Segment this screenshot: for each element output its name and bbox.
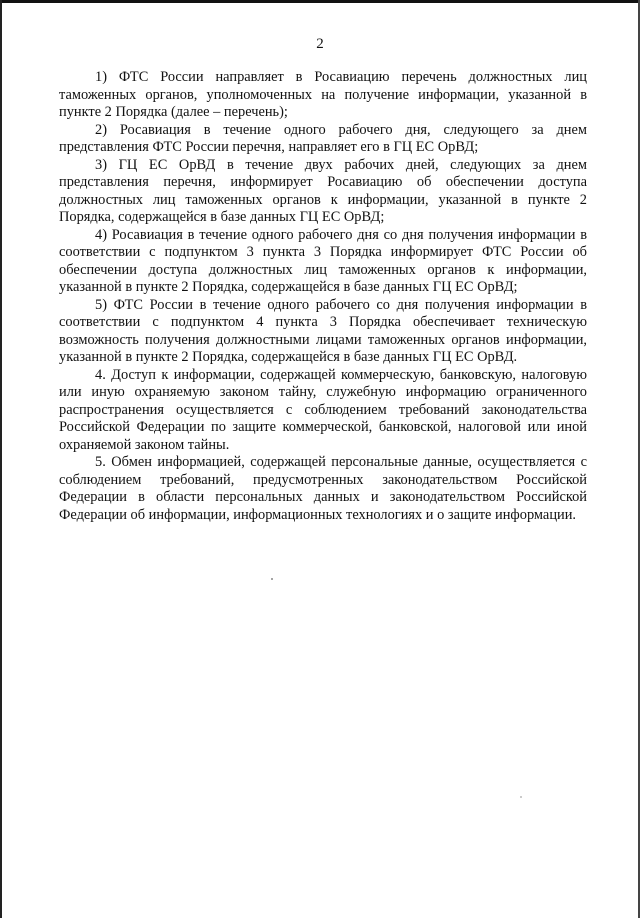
scan-speck: [271, 578, 273, 580]
document-body: [59, 69, 587, 524]
scan-border-top: [0, 0, 640, 3]
paragraph-1: 1) ФТС России направляет в Росавиацию перечень должностных лиц таможенных органов, уполномоченных на получение информации, указанной в пункте 2 Порядка (далее – перечень);: [59, 69, 587, 120]
paragraph-3: 3) ГЦ ЕС ОрВД в течение двух рабочих дней, следующих за днем представления перечня, информирует Росавиацию об обеспечении доступа должностных лиц таможенных органов к информации, указанной в пункте 2 Порядка, содержащейся в базе данных ГЦ ЕС ОрВД;: [59, 156, 587, 225]
scan-speck: [520, 796, 522, 798]
page-number: 2: [316, 36, 324, 52]
paragraph-6: 4. Доступ к информации, содержащей коммерческую, банковскую, налоговую или иную охраняемую законом тайну, служебную информацию ограниченного распространения осуществляется с соблюдением требований законодательства Российской Федерации по защите коммерческой, банковской, налоговой или иной охраняемой законом тайны.: [59, 366, 587, 453]
paragraph-2: 2) Росавиация в течение одного рабочего дня, следующего за днем представления ФТС России перечня, направляет его в ГЦ ЕС ОрВД;: [59, 121, 587, 155]
paragraph-7: 5. Обмен информацией, содержащей персональные данные, осуществляется с соблюдением требований, предусмотренных законодательством Российской Федерации в области персональных данных и законодательством Российской Федерации об информации, информационных технологиях и о защите информации.: [59, 454, 587, 523]
paragraph-5: 5) ФТС России в течение одного рабочего со дня получения информации в соответствии с подпунктом 4 пункта 3 Порядка обеспечивает техническую возможность получения должностными лицами таможенных органов информации, указанной в пункте 2 Порядка, содержащейся в базе данных ГЦ ЕС ОрВД.: [59, 296, 587, 365]
paragraph-4: 4) Росавиация в течение одного рабочего дня со дня получения информации в соответствии с подпунктом 3 пункта 3 Порядка информирует ФТС России об обеспечении доступа должностных лиц таможенных органов к информации, указанной в пункте 2 Порядка, содержащейся в базе данных ГЦ ЕС ОрВД;: [59, 226, 587, 295]
scan-border-left: [0, 0, 2, 918]
